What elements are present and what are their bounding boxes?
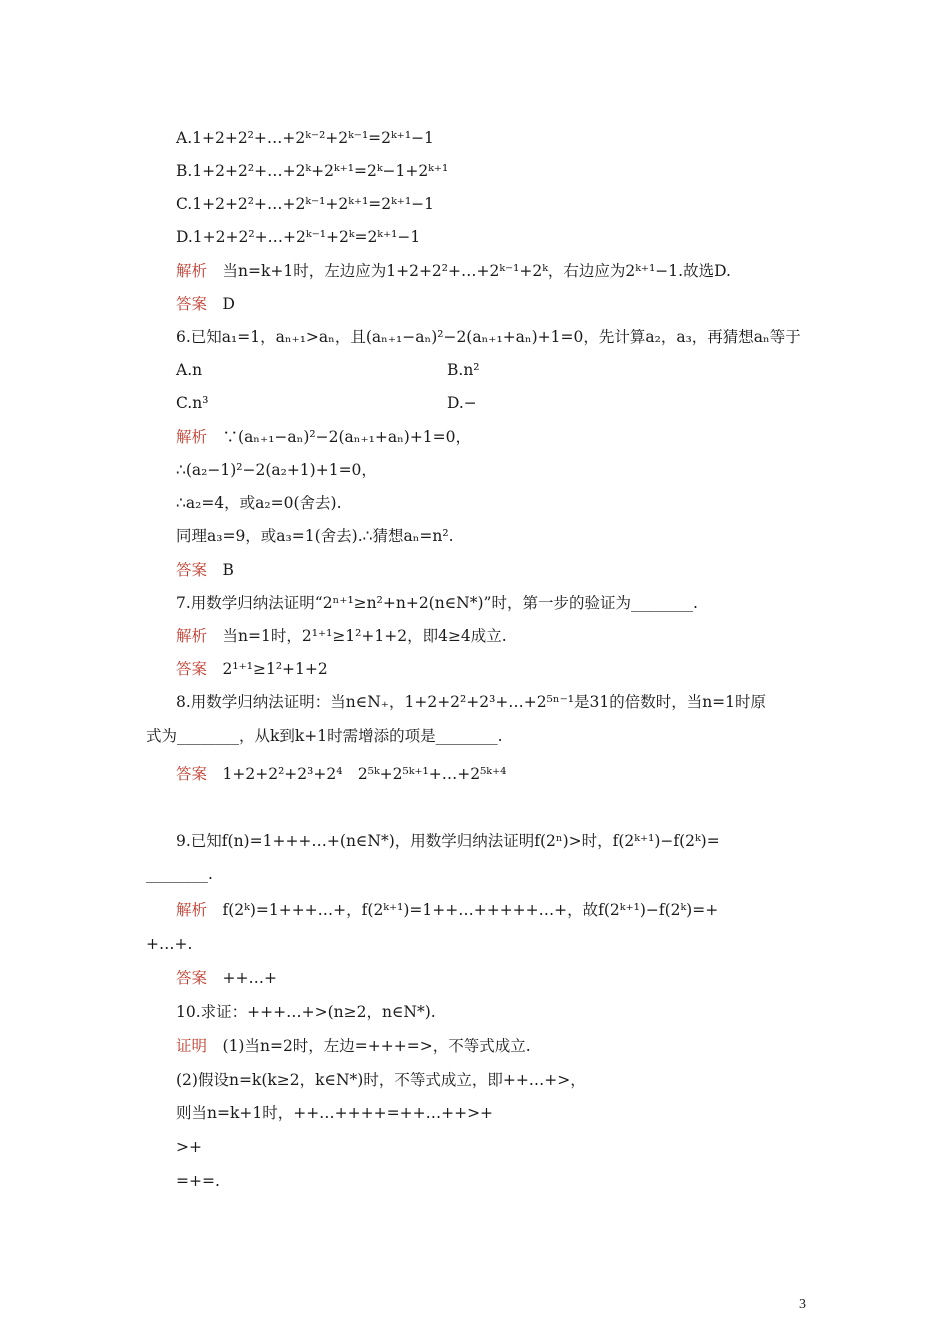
page-number: 3 bbox=[799, 1297, 806, 1312]
answer-label: 答案 bbox=[176, 660, 208, 678]
text-line bbox=[176, 393, 208, 413]
text-line bbox=[176, 659, 328, 679]
text-line bbox=[447, 360, 480, 380]
line-text: B.n² bbox=[447, 361, 480, 379]
line-text: B bbox=[207, 561, 234, 579]
text-line bbox=[176, 227, 420, 247]
text-line bbox=[146, 864, 213, 884]
answer-label: 解析 bbox=[176, 627, 208, 645]
text-line bbox=[447, 393, 477, 413]
text-line bbox=[176, 968, 277, 988]
text-line bbox=[176, 360, 202, 380]
line-text: B.1+2+2²+…+2ᵏ+2ᵏ⁺¹=2ᵏ−1+2ᵏ⁺¹ bbox=[176, 162, 449, 180]
line-text: +…+. bbox=[146, 935, 193, 953]
line-text: C.1+2+2²+…+2ᵏ⁻¹+2ᵏ⁺¹=2ᵏ⁺¹−1 bbox=[176, 195, 435, 213]
text-line bbox=[176, 128, 434, 148]
line-text: D bbox=[207, 295, 235, 313]
answer-label: 解析 bbox=[176, 428, 208, 446]
text-line bbox=[176, 1070, 586, 1090]
text-line bbox=[176, 294, 235, 314]
line-text: D.1+2+2²+…+2ᵏ⁻¹+2ᵏ=2ᵏ⁺¹−1 bbox=[176, 228, 421, 246]
text-line bbox=[176, 1103, 493, 1123]
line-text: A.1+2+2²+…+2ᵏ⁻²+2ᵏ⁻¹=2ᵏ⁺¹−1 bbox=[176, 129, 434, 147]
line-text: ∵(aₙ₊₁−aₙ)²−2(aₙ₊₁+aₙ)+1=0， bbox=[207, 428, 472, 446]
text-line bbox=[146, 934, 192, 954]
line-text: >+ bbox=[176, 1138, 202, 1156]
line-text: 1+2+2²+2³+2⁴ 2⁵ᵏ+2⁵ᵏ⁺¹+…+2⁵ᵏ⁺⁴ bbox=[207, 765, 507, 783]
answer-label: 解析 bbox=[176, 262, 208, 280]
line-text: D.− bbox=[447, 394, 477, 412]
line-text: =+=. bbox=[176, 1172, 220, 1190]
line-text: 7.用数学归纳法证明“2ⁿ⁺¹≥n²+n+2(n∈N*)”时，第一步的验证为________. bbox=[176, 594, 698, 612]
line-text: ∴a₂=4，或a₂=0(舍去). bbox=[176, 494, 342, 512]
text-line bbox=[176, 526, 454, 546]
line-text: 则当n=k+1时，++…++++=++…++>+ bbox=[176, 1104, 494, 1122]
answer-label: 答案 bbox=[176, 295, 208, 313]
line-text: 6.已知a₁=1，aₙ₊₁>aₙ，且(aₙ₊₁−aₙ)²−2(aₙ₊₁+aₙ)+1=0，先计算a₂，a₃，再猜想aₙ等于 bbox=[176, 328, 801, 346]
text-line bbox=[176, 460, 377, 480]
text-line bbox=[176, 493, 342, 513]
text-line bbox=[176, 261, 731, 281]
text-line bbox=[176, 427, 471, 447]
line-text: ________. bbox=[146, 865, 213, 883]
line-text: 8.用数学归纳法证明：当n∈N₊，1+2+2²+2³+…+2⁵ⁿ⁻¹是31的倍数时，当n=1时原 bbox=[176, 693, 767, 711]
line-text: (1)当n=2时，左边=+++=>，不等式成立. bbox=[207, 1037, 531, 1055]
text-line bbox=[176, 831, 720, 851]
text-line bbox=[146, 726, 503, 746]
text-line bbox=[176, 626, 507, 646]
line-text: 9.已知f(n)=1+++…+(n∈N*)，用数学归纳法证明f(2ⁿ)>时，f(2ᵏ⁺¹)−f(2ᵏ)= bbox=[176, 832, 720, 850]
text-line bbox=[176, 692, 766, 712]
line-text: 同理a₃=9，或a₃=1(舍去).∴猜想aₙ=n². bbox=[176, 527, 454, 545]
line-text: ∴(a₂−1)²−2(a₂+1)+1=0， bbox=[176, 461, 377, 479]
line-text: A.n bbox=[176, 361, 203, 379]
line-text: 2¹⁺¹≥1²+1+2 bbox=[207, 660, 328, 678]
line-text: 10.求证：+++…+>(n≥2，n∈N*). bbox=[176, 1003, 436, 1021]
line-text: 式为________，从k到k+1时需增添的项是________. bbox=[146, 727, 503, 745]
text-line bbox=[176, 1002, 436, 1022]
text-line bbox=[176, 194, 434, 214]
answer-label: 答案 bbox=[176, 969, 208, 987]
line-text: 当n=1时，2¹⁺¹≥1²+1+2，即4≥4成立. bbox=[207, 627, 507, 645]
text-line bbox=[176, 900, 718, 920]
text-line bbox=[176, 1171, 220, 1191]
answer-label: 解析 bbox=[176, 901, 208, 919]
line-text: (2)假设n=k(k≥2，k∈N*)时，不等式成立，即++…+>， bbox=[176, 1071, 586, 1089]
answer-label: 答案 bbox=[176, 561, 208, 579]
answer-label: 答案 bbox=[176, 765, 208, 783]
text-line bbox=[176, 560, 234, 580]
text-line bbox=[176, 1036, 531, 1056]
answer-label: 证明 bbox=[176, 1037, 208, 1055]
line-text: ++…+ bbox=[207, 969, 277, 987]
line-text: 当n=k+1时，左边应为1+2+2²+…+2ᵏ⁻¹+2ᵏ，右边应为2ᵏ⁺¹−1.故选D. bbox=[207, 262, 731, 280]
line-text: f(2ᵏ)=1+++…+，f(2ᵏ⁺¹)=1++…+++++…+，故f(2ᵏ⁺¹)−f(2ᵏ)=+ bbox=[207, 901, 719, 919]
text-line bbox=[176, 161, 448, 181]
text-line bbox=[176, 327, 801, 347]
text-line bbox=[176, 764, 506, 784]
line-text: C.n³ bbox=[176, 394, 209, 412]
text-line bbox=[176, 1137, 202, 1157]
text-line bbox=[176, 593, 698, 613]
